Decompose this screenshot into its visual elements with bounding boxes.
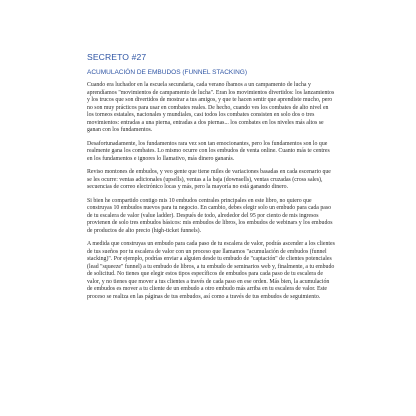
section-title: SECRETO #27 bbox=[87, 52, 147, 62]
section-subtitle: ACUMULACIÓN DE EMBUDOS (FUNNEL STACKING) bbox=[87, 69, 247, 76]
paragraph-4: Si bien he compartido contigo mis 10 embudos centrales principales en este libro, no quiero que construyas 10 embudos nuevos para tu negocio. En cambio, debes elegir solo un embudo para cada paso de tu escalera de valor (value ladder). Después de todo, alrededor del 95 por ciento de mis ingresos provienen de solo tres embudos básicos: mis embudos de libros, los embudos de webinars y los embudos de productos de alto precio (high-ticket funnels). bbox=[87, 197, 333, 234]
paragraph-1: Cuando era luchador en la escuela secundaria, cada verano íbamos a un campamento de lucha y aprendíamos "movimientos de campamento de lucha". Eran los movimientos divertidos: los lanzamientos y los trucos que son divertidos de mostrar a tus amigos, y que te hacen sentir que aprendiste mucho, pero no son muy prácticos para usar en combates reales. De hecho, cuando ves los combates de alto nivel en los torneos estatales, nacionales y mundiales, casi todos los combates consisten en solo dos o tres movimientos: entradas a una pierna, entradas a dos piernas... los combates en los niveles más altos se ganan con los fundamentos. bbox=[87, 82, 335, 133]
paragraph-5: A medida que construyas un embudo para cada paso de tu escalera de valor, podrás ascender a los clientes de tus sueños por tu escalera de valor con un proceso que llamamos "acumulación de embudos (funnel stacking)". Por ejemplo, podrías enviar a alguien desde tu embudo de "captación" de clientes potenciales (lead "squeeze" funnel) a tu embudo de libros, a tu embudo de seminarios web y, finalmente, a tu embudo de solicitud. No tienes que elegir estos tipos específicos de embudos para cada paso de tu escalera de valor, y no tienes que mover a tus clientes a través de cada paso en ese orden. Más bien, la acumulación de embudos es mover a tu cliente de un embudo a otro embudo más arriba en tu escalera de valor. Este proceso se realiza en las páginas de tus embudos, así como a través de tus embudos de seguimiento. bbox=[87, 241, 335, 300]
paragraph-2: Desafortunadamente, los fundamentos rara vez son tan emocionantes, pero los fundamentos son lo que realmente gana los combates. Lo mismo ocurre con los embudos de venta online. Cuanto más te centres en los fundamentos e ignores lo llamativo, más dinero ganarás. bbox=[87, 140, 330, 162]
page-content bbox=[87, 52, 335, 307]
paragraph-3: Reviso montones de embudos, y veo gente que tiene miles de variaciones basadas en cada escenario que se les ocurre: ventas adicionales (upsells), ventas a la baja (downsells), ventas cruzadas (cross sales), secuencias de correo electrónico locas y más, pero la mayoría no está ganando dinero. bbox=[87, 169, 331, 190]
